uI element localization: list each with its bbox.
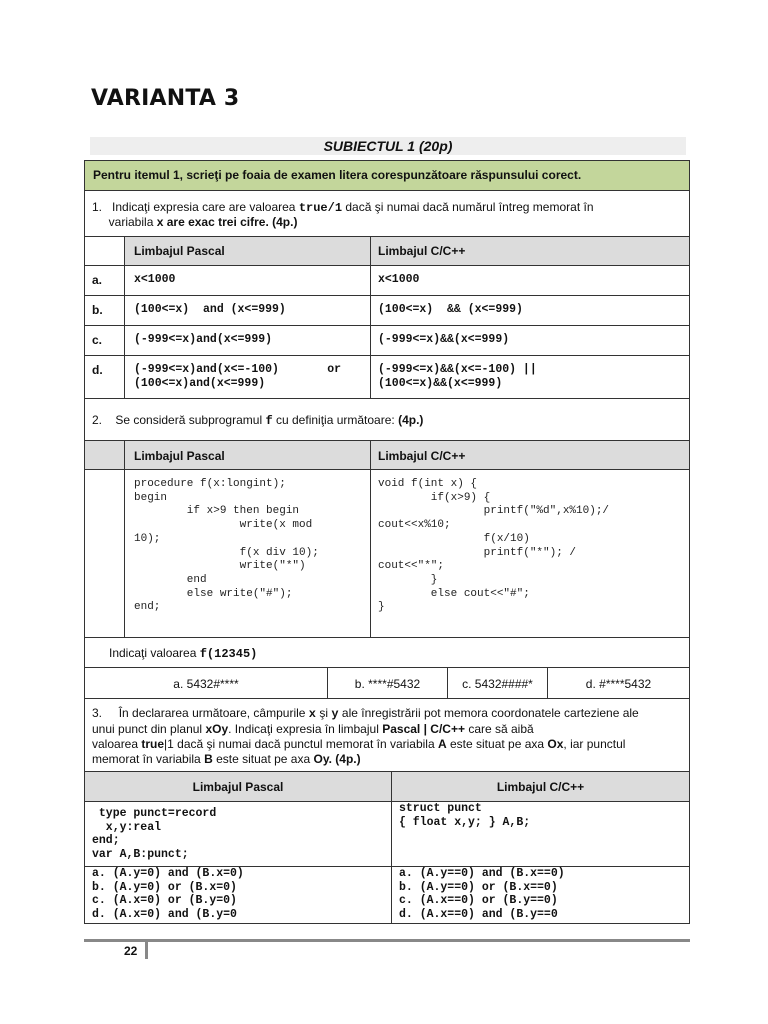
q2-answer-a: a. 5432#****: [173, 677, 239, 691]
q2-answer-b: b. ****#5432: [354, 677, 421, 691]
q3-c-options: a. (A.y==0) and (B.x==0) b. (A.y==0) or (B.x==0) c. (A.x==0) or (B.y==0) d. (A.x==0) and (B.y==0: [399, 867, 565, 921]
q3-text: este situat pe axa: [450, 737, 545, 751]
q1-option-pascal: (-999<=x)and(x<=-100) or (100<=x)and(x<=999): [134, 363, 342, 390]
q3-pascal-options: a. (A.y=0) and (B.x=0) b. (A.y=0) or (B.x=0) c. (A.x=0) or (B.y=0) d. (A.x=0) and (B.y=0: [92, 867, 244, 921]
q3-number: 3.: [92, 706, 103, 720]
q2-points: (4p.): [398, 413, 424, 427]
q1-col-c: Limbajul C/C++: [378, 244, 466, 258]
q1-option-pascal: (100<=x) and (x<=999): [134, 303, 286, 316]
q3-text: memorat în variabila: [92, 752, 201, 766]
q2-question: [109, 646, 257, 661]
subject-heading: SUBIECTUL 1 (20p): [90, 137, 686, 155]
q1-option-letter: d.: [92, 363, 103, 377]
q3-text: , iar punctul: [563, 737, 626, 751]
q3-c-declaration: struct punct { float x,y; } A,B;: [399, 802, 531, 829]
q1-col-pascal: Limbajul Pascal: [134, 244, 225, 258]
q3-languages: Pascal | C/C++: [382, 722, 465, 736]
divider: [124, 236, 125, 398]
q3-text: valoarea: [92, 737, 139, 751]
q1-option-letter: b.: [92, 303, 103, 317]
q3-axis-oy: Oy: [313, 752, 329, 766]
q2-call: f(12345): [199, 647, 258, 661]
divider: [84, 667, 690, 668]
q2-answer-d: d. #****5432: [585, 677, 652, 691]
q1-text: variabila: [108, 215, 154, 229]
q1-text: dacă şi numai dacă numărul întreg memorat în: [345, 200, 594, 214]
q3-statement: [92, 706, 684, 767]
q2-c-code: void f(int x) { if(x>9) { printf("%d",x%10);/ cout<<x%10; f(x/10) printf("*"); / cout<<"*"; } else cout<<"#"; }: [378, 478, 610, 614]
q3-text: ale înregistrării pot memora coordonatele carteziene ale: [341, 706, 639, 720]
divider: [84, 265, 690, 266]
q3-text: |1 dacă şi numai dacă punctul memorat în variabila: [164, 737, 435, 751]
q2-statement: [92, 413, 423, 428]
q3-points: . (4p.): [328, 752, 361, 766]
instruction-banner: Pentru itemul 1, scrieţi pe foaia de examen litera corespunzătoare răspunsului corect.: [85, 161, 689, 190]
q2-question-text: Indicaţi valoarea: [109, 646, 197, 660]
divider: [84, 325, 690, 326]
q2-function-name: f: [265, 414, 273, 428]
divider: [84, 698, 690, 699]
divider: [84, 355, 690, 356]
q3-text: este situat pe axa: [216, 752, 311, 766]
q3-col-pascal: Limbajul Pascal: [192, 780, 284, 794]
q3-plane: xOy: [205, 722, 229, 736]
q1-number: 1.: [92, 200, 103, 214]
q1-option-letter: c.: [92, 333, 103, 347]
divider: [84, 295, 690, 296]
q2-number: 2.: [92, 413, 103, 427]
q3-pascal-declaration: type punct=record x,y:real end; var A,B:punct;: [92, 807, 217, 861]
q3-axis-ox: Ox: [547, 737, 564, 751]
q3-text: În declararea următoare, câmpurile: [118, 706, 306, 720]
divider: [124, 440, 125, 637]
q3-text: care să aibă: [468, 722, 534, 736]
divider: [84, 398, 690, 399]
q1-text: Indicaţi expresia care are valoarea: [112, 200, 296, 214]
q3-true-keyword: true: [141, 737, 165, 751]
q3-col-c: Limbajul C/C++: [496, 780, 585, 794]
q1-option-c: x<1000: [378, 273, 420, 286]
q1-statement: [92, 200, 684, 229]
q2-col-pascal: Limbajul Pascal: [134, 449, 225, 463]
q2-text: Se consideră subprogramul: [115, 413, 263, 427]
divider: [84, 190, 690, 191]
q1-option-pascal: x<1000: [134, 273, 176, 286]
q3-field-x: x: [308, 707, 316, 721]
q2-answer-c: c. 5432####*: [462, 677, 533, 691]
footer-rule: [84, 939, 690, 942]
q1-points: . (4p.): [265, 215, 298, 229]
q3-text: unui punct din planul: [92, 722, 203, 736]
q2-text: cu definiţia următoare:: [276, 413, 395, 427]
divider: [370, 440, 371, 637]
divider: [84, 469, 690, 470]
q1-option-c: (-999<=x)&&(x<=999): [378, 333, 510, 346]
q1-option-letter: a.: [92, 273, 103, 287]
q3-field-y: y: [331, 707, 339, 721]
divider: [84, 637, 690, 638]
q3-text: . Indicaţi expresia în limbajul: [228, 722, 379, 736]
q1-true-keyword: true/1: [298, 201, 343, 215]
footer-separator: [145, 941, 148, 959]
page-number: 22: [124, 944, 138, 958]
q1-option-c: (-999<=x)&&(x<=-100) || (100<=x)&&(x<=999): [378, 363, 537, 390]
divider: [84, 801, 690, 802]
q2-col-c: Limbajul C/C++: [378, 449, 466, 463]
q3-text: şi: [319, 706, 329, 720]
q1-condition: x are exac trei cifre: [156, 215, 266, 229]
q3-var-a: A: [437, 737, 447, 751]
q2-pascal-code: procedure f(x:longint); begin if x>9 then begin write(x mod 10); f(x div 10); write("*") end else write("#"); end;: [134, 478, 319, 614]
page-title: VARIANTA 3: [91, 86, 240, 111]
divider: [370, 236, 371, 398]
q1-option-pascal: (-999<=x)and(x<=999): [134, 333, 273, 346]
q1-option-c: (100<=x) && (x<=999): [378, 303, 523, 316]
q3-var-b: B: [204, 752, 213, 766]
